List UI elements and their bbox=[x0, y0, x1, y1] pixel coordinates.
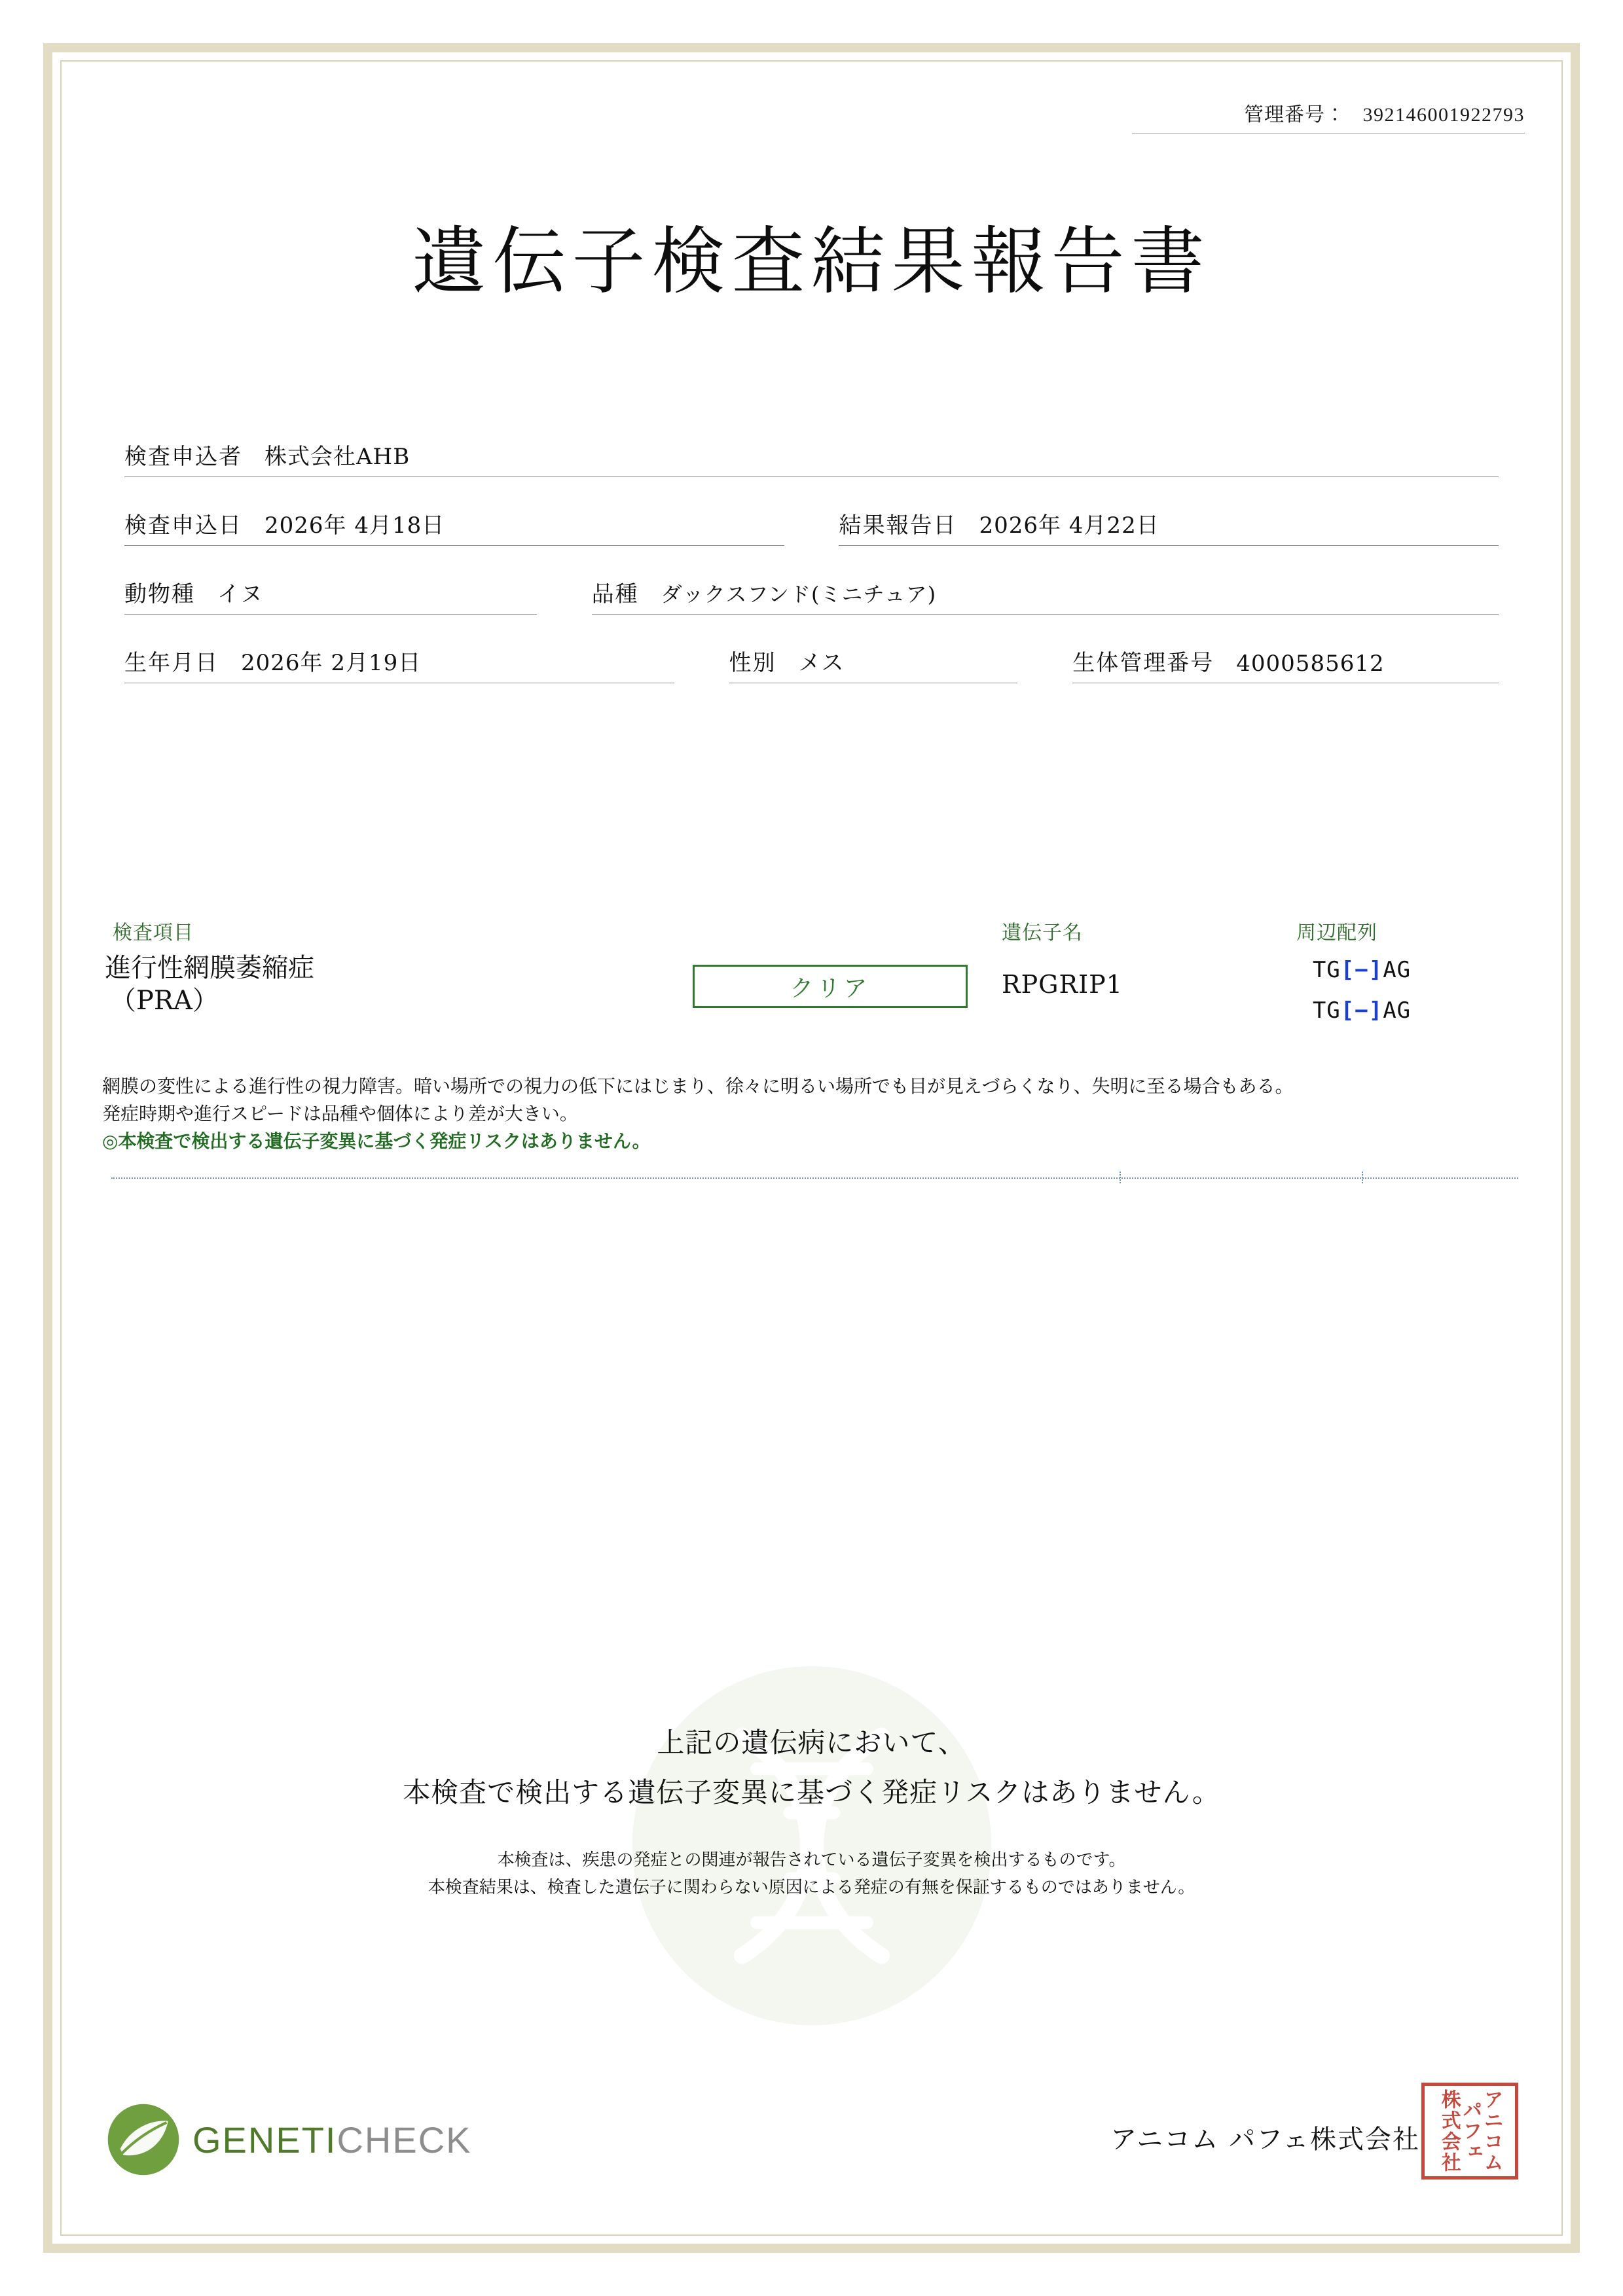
company-seal bbox=[1421, 2083, 1518, 2179]
result-badge-label: クリア bbox=[790, 975, 871, 1001]
field-applicant bbox=[124, 439, 1499, 477]
report-date-label: 結果報告日 bbox=[839, 512, 957, 539]
geneticheck-logo bbox=[105, 2101, 472, 2178]
conclusion-line-1: 上記の遺伝病において、 bbox=[657, 1727, 966, 1759]
apply-date-label: 検査申込日 bbox=[124, 512, 242, 539]
sex-label: 性別 bbox=[729, 650, 776, 676]
section-divider-tick-2 bbox=[1362, 1172, 1364, 1183]
sequence-2-marker: [−] bbox=[1340, 997, 1383, 1024]
sequence-column bbox=[1277, 957, 1447, 1038]
animal-number-label: 生体管理番号 bbox=[1072, 650, 1214, 676]
sequence-2-suffix: AG bbox=[1383, 997, 1412, 1024]
column-header-item: 検査項目 bbox=[113, 922, 194, 944]
sequence-line-2 bbox=[1277, 997, 1447, 1024]
conclusion-note bbox=[98, 1847, 1525, 1901]
field-breed bbox=[592, 576, 1499, 615]
report-date-value: 2026年 4月22日 bbox=[979, 512, 1159, 539]
info-row-animal bbox=[124, 576, 1499, 615]
logo-text bbox=[192, 2119, 472, 2161]
column-header-sequence: 周辺配列 bbox=[1296, 922, 1377, 944]
sequence-1-prefix: TG bbox=[1312, 957, 1341, 983]
birth-date-value: 2026年 2月19日 bbox=[241, 650, 422, 676]
management-number-label: 管理番号： bbox=[1244, 104, 1345, 126]
description-risk-statement: ◎本検査で検出する遺伝子変異に基づく発症リスクはありません。 bbox=[102, 1130, 651, 1152]
result-badge bbox=[693, 965, 968, 1008]
logo-text-part-2: CHECK bbox=[337, 2119, 472, 2161]
sequence-2-prefix: TG bbox=[1312, 997, 1341, 1024]
species-label: 動物種 bbox=[124, 581, 195, 607]
section-divider bbox=[111, 1177, 1518, 1179]
breed-value: ダックスフンド(ミニチュア) bbox=[661, 582, 937, 607]
description-line-2: 発症時期や進行スピードは品種や個体により差が大きい。 bbox=[102, 1103, 578, 1124]
conclusion-note-line-2: 本検査結果は、検査した遺伝子に関わらない原因による発症の有無を保証するものではありません。 bbox=[428, 1877, 1195, 1897]
page-content bbox=[98, 72, 1525, 2224]
birth-date-label: 生年月日 bbox=[124, 650, 219, 676]
disease-name-main: 進行性網膜萎縮症 bbox=[105, 953, 314, 983]
field-sex bbox=[729, 645, 1018, 683]
conclusion-block bbox=[98, 1721, 1525, 1901]
logo-text-part-1: GENETI bbox=[192, 2119, 337, 2161]
seal-column-3: 株式会社 bbox=[1437, 2089, 1461, 2173]
breed-label: 品種 bbox=[591, 581, 639, 607]
sequence-line-1 bbox=[1277, 957, 1447, 983]
management-number bbox=[1132, 98, 1525, 134]
field-birth-date bbox=[124, 645, 674, 683]
apply-date-value: 2026年 4月18日 bbox=[264, 512, 445, 539]
section-divider-tick-1 bbox=[1120, 1172, 1122, 1183]
species-value: イヌ bbox=[217, 581, 263, 607]
column-header-gene: 遺伝子名 bbox=[1002, 922, 1083, 944]
test-result-section bbox=[98, 916, 1525, 1152]
leaf-logo-icon bbox=[105, 2101, 182, 2178]
disease-name bbox=[105, 952, 314, 1017]
disease-name-sub: （PRA） bbox=[110, 986, 219, 1016]
test-result-row bbox=[98, 952, 1525, 1152]
seal-column-1: アニコム bbox=[1480, 2089, 1503, 2173]
disease-description bbox=[102, 1073, 1518, 1155]
info-row-dates bbox=[124, 507, 1499, 546]
sex-value: メス bbox=[798, 650, 845, 676]
page-footer bbox=[98, 2067, 1525, 2198]
sequence-1-marker: [−] bbox=[1340, 957, 1383, 983]
conclusion-note-line-1: 本検査は、疾患の発症との関連が報告されている遺伝子変異を検出するものです。 bbox=[497, 1850, 1126, 1870]
field-report-date bbox=[839, 507, 1499, 546]
field-apply-date bbox=[124, 507, 784, 546]
seal-column-2: パフェ bbox=[1459, 2100, 1482, 2162]
applicant-value: 株式会社AHB bbox=[264, 444, 410, 470]
field-species bbox=[124, 576, 537, 615]
sequence-1-suffix: AG bbox=[1383, 957, 1412, 983]
animal-number-value: 4000585612 bbox=[1236, 651, 1385, 677]
info-row-birth bbox=[124, 645, 1499, 683]
test-result-header bbox=[98, 916, 1525, 946]
company-name: アニコム パフェ株式会社 bbox=[1110, 2125, 1420, 2155]
info-block bbox=[124, 439, 1499, 713]
description-line-1: 網膜の変性による進行性の視力障害。暗い場所での視力の低下にはじまり、徐々に明るい場所でも目が見えづらくなり、失明に至る場合もある。 bbox=[102, 1075, 1294, 1097]
gene-name: RPGRIP1 bbox=[1002, 970, 1123, 999]
field-animal-number bbox=[1072, 645, 1499, 683]
management-number-value: 392146001922793 bbox=[1362, 104, 1525, 126]
info-row-applicant bbox=[124, 439, 1499, 477]
conclusion-line-2: 本検査で検出する遺伝子変異に基づく発症リスクはありません。 bbox=[403, 1776, 1220, 1808]
applicant-label: 検査申込者 bbox=[124, 444, 242, 470]
page-title: 遺伝子検査結果報告書 bbox=[412, 219, 1211, 304]
